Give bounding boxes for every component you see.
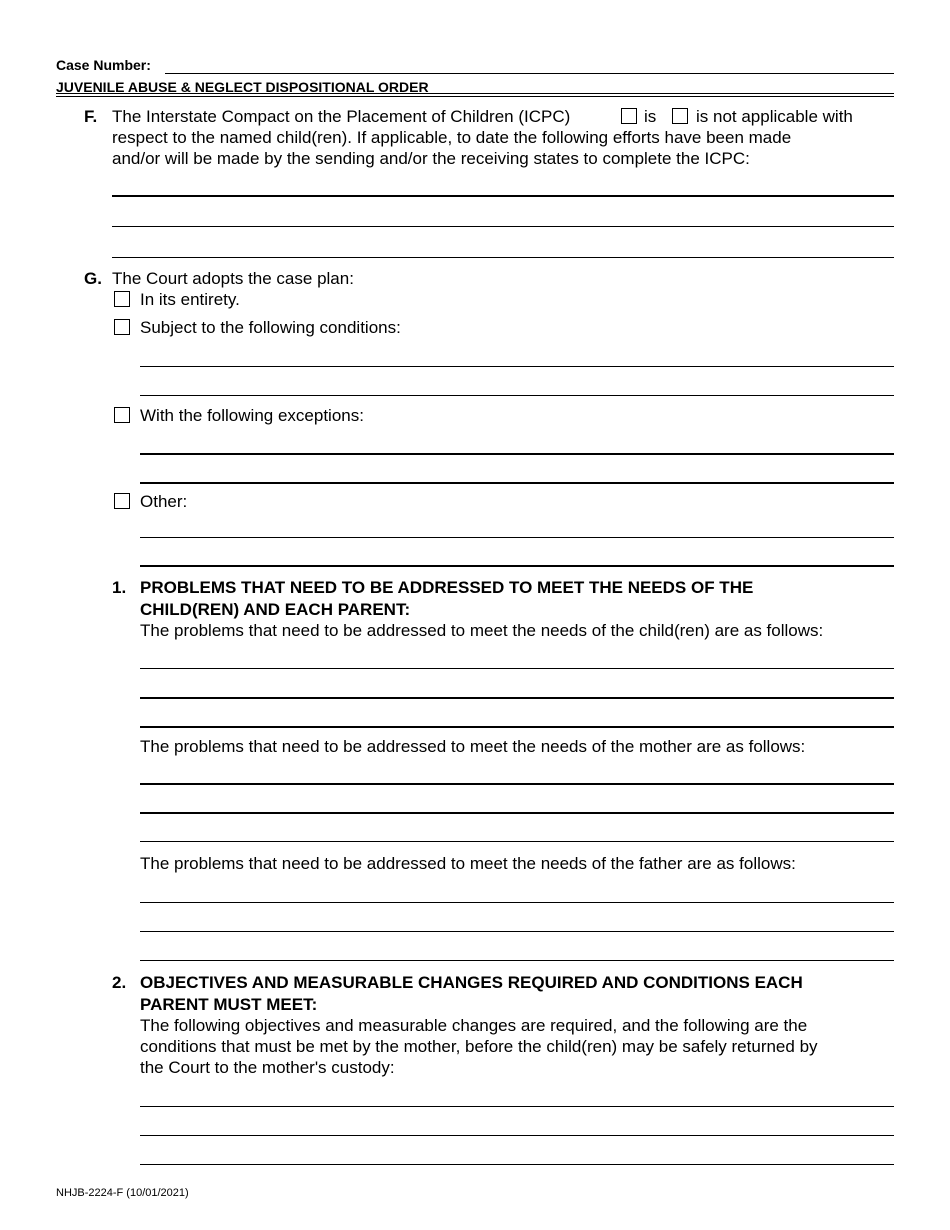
form-id-footer: NHJB-2224-F (10/01/2021) [56, 1187, 189, 1199]
objectives-answer-line-1[interactable] [140, 1106, 894, 1107]
other-checkbox[interactable] [114, 493, 130, 509]
item-1-heading-line1: PROBLEMS THAT NEED TO BE ADDRESSED TO MEET THE NEEDS OF THE [140, 578, 754, 597]
objectives-answer-line-2[interactable] [140, 1135, 894, 1136]
form-title: JUVENILE ABUSE & NEGLECT DISPOSITIONAL ORDER [56, 79, 429, 95]
child-problems-line-3[interactable] [140, 726, 894, 728]
header-rule-top [56, 93, 894, 94]
icpc-efforts-line-1[interactable] [112, 195, 894, 197]
item-2-heading-line2: PARENT MUST MEET: [140, 995, 318, 1014]
case-number-field[interactable] [165, 73, 894, 74]
father-problems-line-3[interactable] [140, 960, 894, 961]
entirety-checkbox[interactable] [114, 291, 130, 307]
other-label: Other: [140, 492, 188, 511]
objectives-line3: the Court to the mother's custody: [140, 1058, 395, 1077]
mother-problems-line-3[interactable] [140, 841, 894, 842]
mother-problems-text: The problems that need to be addressed to meet the needs of the mother are as follows: [140, 737, 806, 756]
icpc-text: The Interstate Compact on the Placement of Children (ICPC) [112, 107, 571, 126]
section-f-letter: F. [84, 107, 98, 126]
conditions-checkbox[interactable] [114, 319, 130, 335]
conditions-line-1[interactable] [140, 366, 894, 367]
section-g-letter: G. [84, 269, 102, 288]
objectives-line2: conditions that must be met by the mother, before the child(ren) may be safely returned by [140, 1037, 818, 1056]
other-line-2[interactable] [140, 565, 894, 567]
item-2-heading-line1: OBJECTIVES AND MEASURABLE CHANGES REQUIRED AND CONDITIONS EACH [140, 973, 803, 992]
item-2-number: 2. [112, 973, 127, 992]
item-1-heading-line2: CHILD(REN) AND EACH PARENT: [140, 600, 411, 619]
icpc-efforts-line-2[interactable] [112, 226, 894, 227]
entirety-label: In its entirety. [140, 290, 240, 309]
exceptions-line-2[interactable] [140, 482, 894, 484]
icpc-is-checkbox[interactable] [621, 108, 637, 124]
case-number-label: Case Number: [56, 57, 151, 73]
father-problems-line-2[interactable] [140, 931, 894, 932]
child-problems-line-2[interactable] [140, 697, 894, 699]
child-problems-line-1[interactable] [140, 668, 894, 669]
objectives-line1: The following objectives and measurable changes are required, and the following are the [140, 1016, 808, 1035]
section-f-line3: and/or will be made by the sending and/or the receiving states to complete the ICPC: [112, 149, 750, 168]
section-f-line1 [112, 106, 570, 127]
exceptions-line-1[interactable] [140, 453, 894, 455]
header-rule-bottom [56, 96, 894, 97]
child-problems-text: The problems that need to be addressed to meet the needs of the child(ren) are as follows: [140, 621, 824, 640]
conditions-label: Subject to the following conditions: [140, 318, 401, 337]
mother-problems-line-1[interactable] [140, 783, 894, 785]
father-problems-line-1[interactable] [140, 902, 894, 903]
icpc-is-label: is [644, 107, 657, 126]
other-line-1[interactable] [140, 537, 894, 538]
mother-problems-line-2[interactable] [140, 812, 894, 814]
section-g-intro: The Court adopts the case plan: [112, 269, 354, 288]
objectives-answer-line-3[interactable] [140, 1164, 894, 1165]
exceptions-checkbox[interactable] [114, 407, 130, 423]
icpc-is-not-checkbox[interactable] [672, 108, 688, 124]
section-f-line2: respect to the named child(ren). If applicable, to date the following efforts have been made [112, 128, 792, 147]
exceptions-label: With the following exceptions: [140, 406, 364, 425]
icpc-is-not-label: is not applicable with [696, 107, 853, 126]
icpc-efforts-line-3[interactable] [112, 257, 894, 258]
conditions-line-2[interactable] [140, 395, 894, 396]
item-1-number: 1. [112, 578, 127, 597]
father-problems-text: The problems that need to be addressed to meet the needs of the father are as follows: [140, 854, 796, 873]
